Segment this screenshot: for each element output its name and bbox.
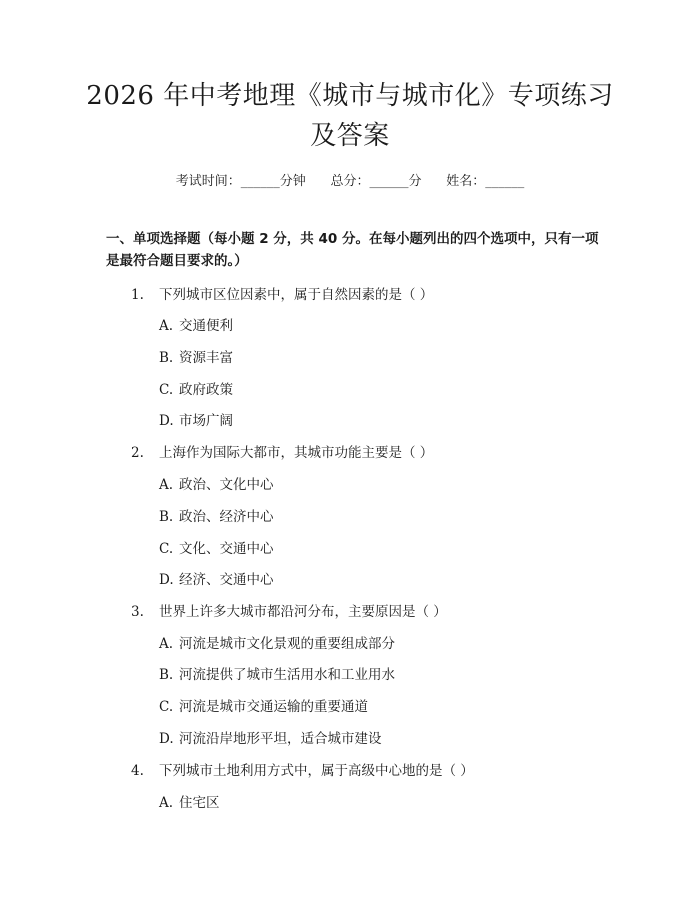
option-text: 河流沿岸地形平坦，适合城市建设 — [179, 731, 382, 747]
option-3b — [159, 663, 395, 683]
question-3 — [131, 600, 447, 620]
option-label: D. — [159, 413, 174, 429]
option-text: 住宅区 — [179, 795, 220, 811]
section-heading-line-1: 一、单项选择题（每小题 2 分，共 40 分。在每小题列出的四个选项中，只有一项 — [106, 231, 599, 247]
exam-meta: 考试时间：______分钟 总分：______分 姓名：______ — [175, 174, 525, 189]
option-text: 河流是城市文化景观的重要组成部分 — [179, 636, 395, 652]
page-title — [70, 76, 630, 156]
option-text: 资源丰富 — [179, 350, 233, 366]
question-number: 4. — [131, 763, 144, 779]
option-text: 文化、交通中心 — [179, 541, 274, 557]
option-label: B. — [159, 667, 174, 683]
option-label: B. — [159, 350, 174, 366]
option-1b — [159, 346, 233, 366]
question-1 — [131, 283, 433, 303]
option-text: 河流提供了城市生活用水和工业用水 — [179, 667, 395, 683]
option-text: 交通便利 — [179, 318, 233, 334]
option-2b — [159, 505, 274, 525]
option-label: D. — [159, 572, 174, 588]
title-line-2: 及答案 — [310, 121, 390, 151]
option-2d — [159, 568, 274, 588]
option-label: A. — [159, 636, 174, 652]
option-text: 经济、交通中心 — [179, 572, 274, 588]
title-line-1: 2026 年中考地理《城市与城市化》专项练习 — [86, 81, 614, 111]
option-text: 政府政策 — [179, 382, 233, 398]
question-stem: 下列城市土地利用方式中，属于高级中心地的是（ ） — [159, 763, 474, 779]
question-number: 3. — [131, 604, 144, 620]
question-4 — [131, 759, 474, 779]
option-text: 政治、文化中心 — [179, 477, 274, 493]
option-label: B. — [159, 509, 174, 525]
question-number: 2. — [131, 445, 144, 461]
option-1a — [159, 314, 233, 334]
option-3d — [159, 727, 382, 747]
option-text: 河流是城市交通运输的重要通道 — [179, 699, 368, 715]
question-stem: 世界上许多大城市都沿河分布，主要原因是（ ） — [159, 604, 447, 620]
option-3c — [159, 695, 368, 715]
option-4a — [159, 791, 220, 811]
option-1c — [159, 378, 233, 398]
option-label: C. — [159, 699, 174, 715]
option-label: A. — [159, 318, 174, 334]
question-number: 1. — [131, 287, 144, 303]
option-3a — [159, 632, 395, 652]
option-1d — [159, 409, 233, 429]
option-text: 政治、经济中心 — [179, 509, 274, 525]
option-label: D. — [159, 731, 174, 747]
question-stem: 下列城市区位因素中，属于自然因素的是（ ） — [159, 287, 434, 303]
section-heading-line-2: 是最符合题目要求的。） — [106, 253, 248, 269]
option-label: C. — [159, 541, 174, 557]
option-2c — [159, 537, 274, 557]
option-2a — [159, 473, 274, 493]
option-label: A. — [159, 477, 174, 493]
question-stem: 上海作为国际大都市，其城市功能主要是（ ） — [159, 445, 434, 461]
section-heading-single-choice — [106, 228, 606, 272]
option-label: A. — [159, 795, 174, 811]
option-text: 市场广阔 — [179, 413, 233, 429]
option-label: C. — [159, 382, 174, 398]
question-2 — [131, 441, 433, 461]
